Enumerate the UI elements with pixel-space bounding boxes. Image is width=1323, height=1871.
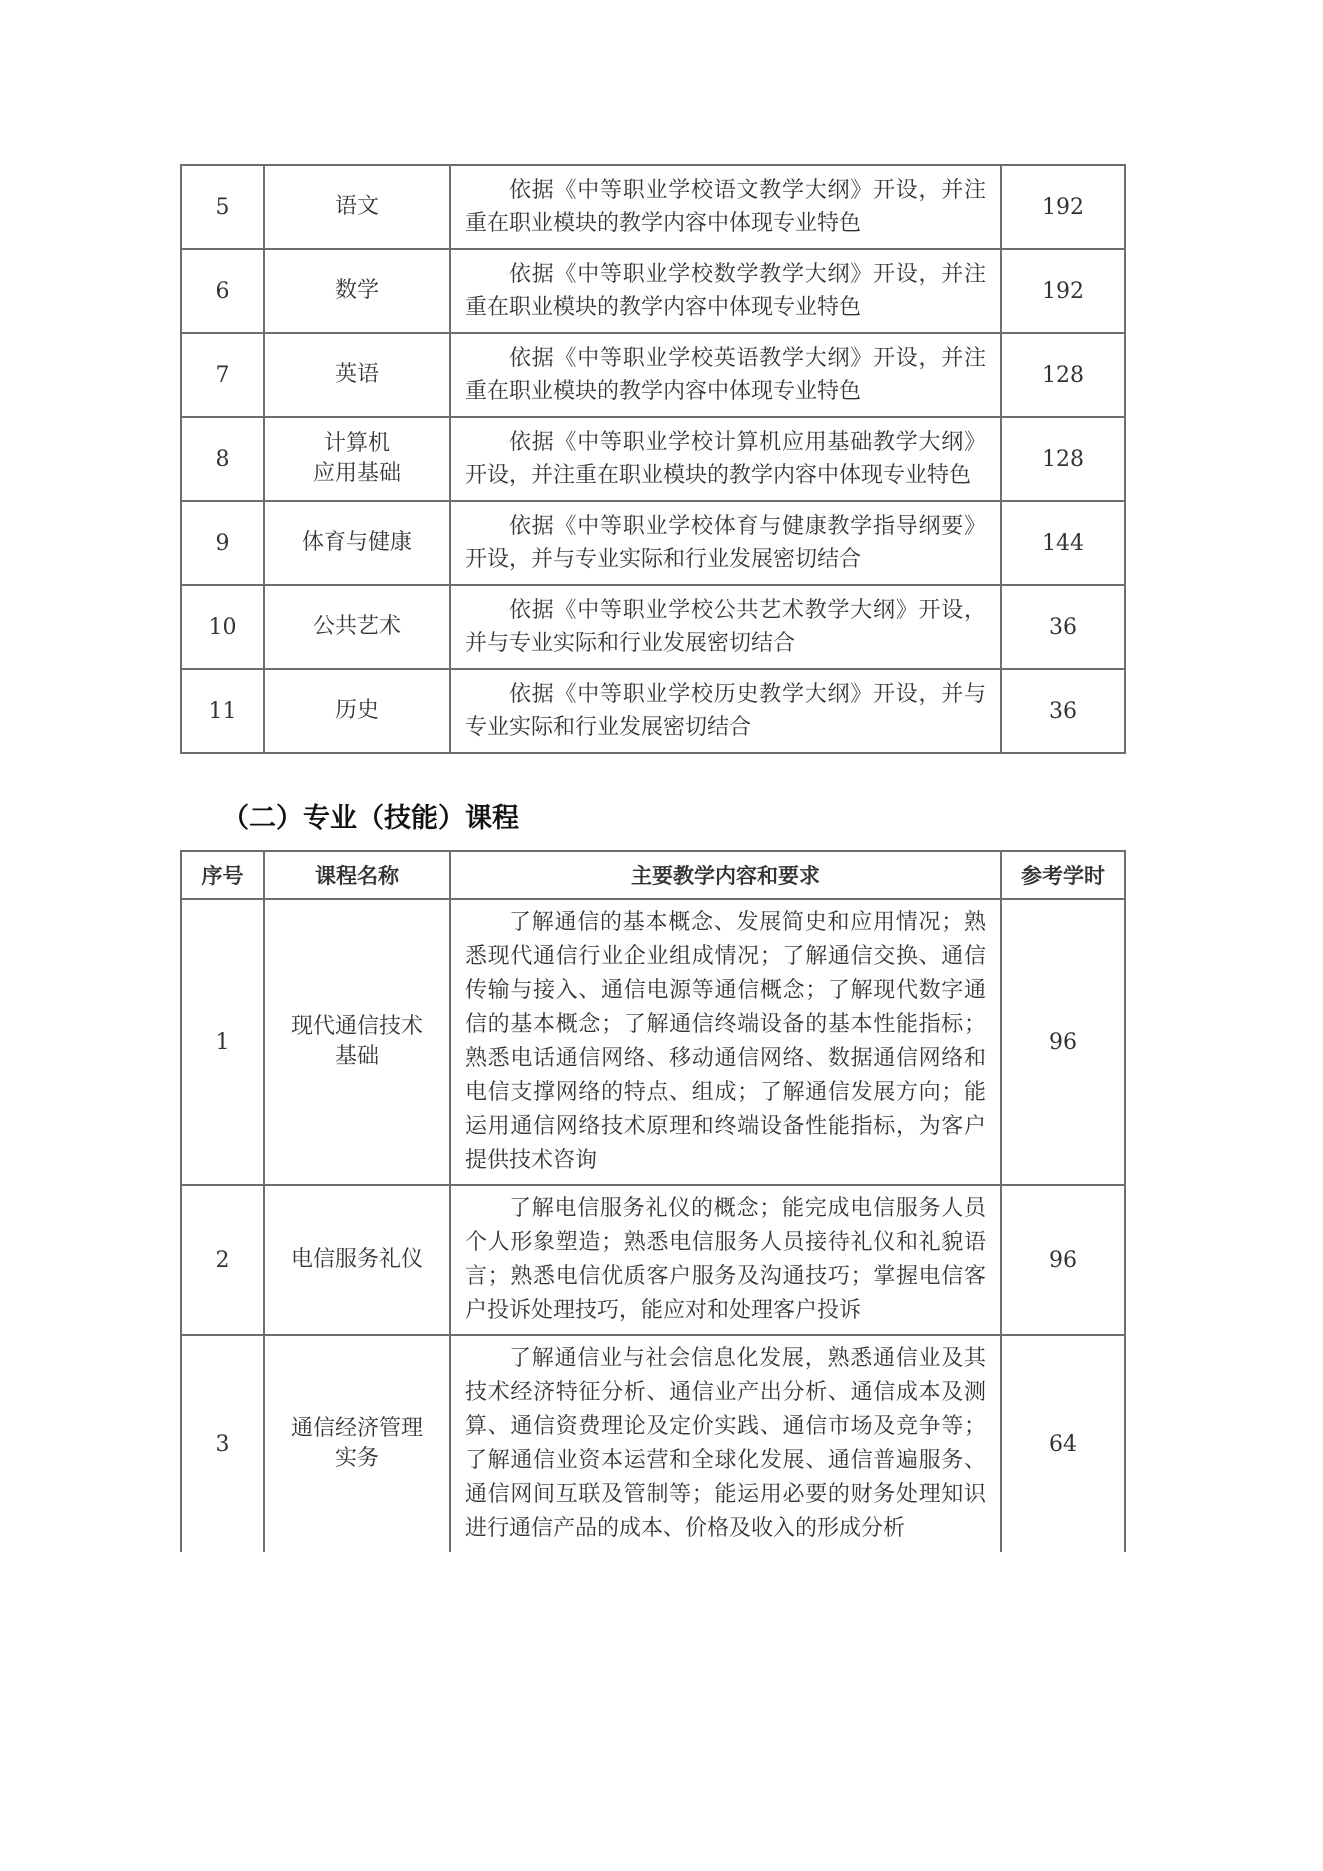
- course-content: 了解通信的基本概念、发展简史和应用情况；熟悉现代通信行业企业组成情况；了解通信交换、通信传输与接入、通信电源等通信概念；了解现代数字通信的基本概念；了解通信终端设备的基本性能指标；熟悉电话通信网络、移动通信网络、数据通信网络和电信支撑网络的特点、组成；了解通信发展方向；能运用通信网络技术原理和终端设备性能指标，为客户提供技术咨询: [450, 899, 1001, 1185]
- table-header-row: [181, 851, 1125, 899]
- column-header-content: 主要教学内容和要求: [450, 851, 1001, 899]
- course-name: [264, 585, 450, 669]
- course-name-line: 历史: [334, 698, 379, 723]
- course-hours: 96: [1001, 899, 1125, 1185]
- course-hours: 192: [1001, 249, 1125, 333]
- row-number: 5: [181, 165, 264, 249]
- course-content: 依据《中等职业学校公共艺术教学大纲》开设，并与专业实际和行业发展密切结合: [450, 585, 1001, 669]
- course-name: [264, 899, 450, 1185]
- course-name: [264, 1185, 450, 1335]
- course-content: 依据《中等职业学校英语教学大纲》开设，并注重在职业模块的教学内容中体现专业特色: [450, 333, 1001, 417]
- course-hours: 36: [1001, 669, 1125, 753]
- general-courses-table: [180, 164, 1126, 754]
- row-number: 11: [181, 669, 264, 753]
- course-hours: 64: [1001, 1335, 1125, 1552]
- column-header-hours: 参考学时: [1001, 851, 1125, 899]
- course-content: 依据《中等职业学校计算机应用基础教学大纲》开设，并注重在职业模块的教学内容中体现专业特色: [450, 417, 1001, 501]
- course-name: [264, 165, 450, 249]
- table-row: [181, 333, 1125, 417]
- table-row: [181, 417, 1125, 501]
- course-hours: 36: [1001, 585, 1125, 669]
- section-heading: （二）专业（技能）课程: [222, 803, 519, 834]
- course-name-line: 通信经济管理: [290, 1416, 423, 1441]
- course-content: 了解通信业与社会信息化发展，熟悉通信业及其技术经济特征分析、通信业产出分析、通信成本及测算、通信资费理论及定价实践、通信市场及竞争等；了解通信业资本运营和全球化发展、通信普遍服务、通信网间互联及管制等；能运用必要的财务处理知识进行通信产品的成本、价格及收入的形成分析: [450, 1335, 1001, 1552]
- course-name: [264, 1335, 450, 1552]
- course-content: 依据《中等职业学校数学教学大纲》开设，并注重在职业模块的教学内容中体现专业特色: [450, 249, 1001, 333]
- course-name-line: 计算机: [323, 431, 390, 456]
- course-name-line: 应用基础: [312, 461, 401, 486]
- course-name-line: 公共艺术: [312, 614, 401, 639]
- table-row: [181, 1335, 1125, 1552]
- course-content: 依据《中等职业学校历史教学大纲》开设，并与专业实际和行业发展密切结合: [450, 669, 1001, 753]
- row-number: 1: [181, 899, 264, 1185]
- course-hours: 192: [1001, 165, 1125, 249]
- course-content: 依据《中等职业学校体育与健康教学指导纲要》开设，并与专业实际和行业发展密切结合: [450, 501, 1001, 585]
- row-number: 7: [181, 333, 264, 417]
- course-hours: 96: [1001, 1185, 1125, 1335]
- professional-courses-table: [180, 850, 1126, 1552]
- course-name: [264, 249, 450, 333]
- course-hours: 128: [1001, 333, 1125, 417]
- row-number: 10: [181, 585, 264, 669]
- course-hours: 128: [1001, 417, 1125, 501]
- table-row: [181, 585, 1125, 669]
- course-name-line: 体育与健康: [301, 530, 412, 555]
- row-number: 9: [181, 501, 264, 585]
- course-content: 依据《中等职业学校语文教学大纲》开设，并注重在职业模块的教学内容中体现专业特色: [450, 165, 1001, 249]
- course-name-line: 数学: [334, 278, 379, 303]
- course-name: [264, 501, 450, 585]
- column-header-course: 课程名称: [264, 851, 450, 899]
- row-number: 2: [181, 1185, 264, 1335]
- course-name-line: 实务: [334, 1446, 379, 1471]
- course-content: 了解电信服务礼仪的概念；能完成电信服务人员个人形象塑造；熟悉电信服务人员接待礼仪和礼貌语言；熟悉电信优质客户服务及沟通技巧；掌握电信客户投诉处理技巧，能应对和处理客户投诉: [450, 1185, 1001, 1335]
- course-name-line: 语文: [334, 194, 379, 219]
- course-name: [264, 417, 450, 501]
- table-row: [181, 249, 1125, 333]
- row-number: 3: [181, 1335, 264, 1552]
- column-header-number: 序号: [181, 851, 264, 899]
- course-name-line: 英语: [334, 362, 379, 387]
- table-row: [181, 669, 1125, 753]
- row-number: 8: [181, 417, 264, 501]
- table-row: [181, 899, 1125, 1185]
- course-name: [264, 333, 450, 417]
- course-name-line: 基础: [334, 1044, 379, 1069]
- table-row: [181, 1185, 1125, 1335]
- table-row: [181, 165, 1125, 249]
- course-name: [264, 669, 450, 753]
- course-name-line: 电信服务礼仪: [290, 1247, 423, 1272]
- row-number: 6: [181, 249, 264, 333]
- course-hours: 144: [1001, 501, 1125, 585]
- table-row: [181, 501, 1125, 585]
- course-name-line: 现代通信技术: [290, 1014, 423, 1039]
